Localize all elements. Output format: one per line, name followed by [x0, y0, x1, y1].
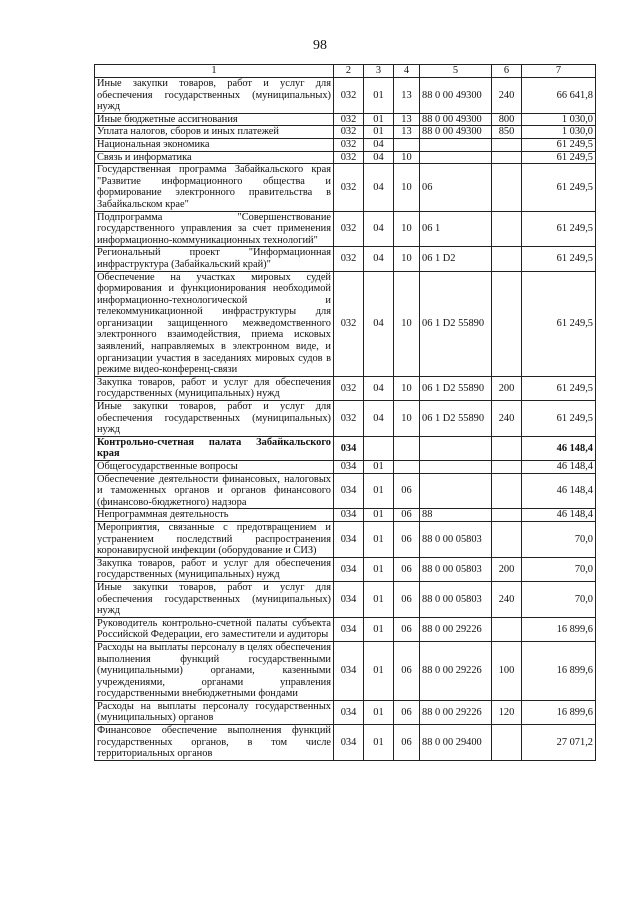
cell-expense-type	[492, 617, 522, 641]
row-name: Финансовое обеспечение выполнения функций государственных органов, в том числе территориальных органов	[95, 725, 334, 761]
cell-ministry-code: 032	[334, 138, 364, 151]
table-row	[95, 557, 596, 581]
cell-section: 01	[364, 509, 394, 522]
cell-amount: 46 148,4	[522, 473, 596, 509]
table-row	[95, 401, 596, 437]
cell-subsection: 10	[394, 401, 420, 437]
cell-section: 01	[364, 700, 394, 724]
cell-amount: 61 249,5	[522, 376, 596, 400]
cell-amount: 66 641,8	[522, 78, 596, 114]
row-name: Расходы на выплаты персоналу государственных (муниципальных) органов	[95, 700, 334, 724]
cell-section: 04	[364, 376, 394, 400]
table-row	[95, 473, 596, 509]
cell-section: 01	[364, 521, 394, 557]
cell-ministry-code: 032	[334, 247, 364, 271]
row-name: Национальная экономика	[95, 138, 334, 151]
cell-expense-type: 850	[492, 126, 522, 139]
cell-subsection: 06	[394, 700, 420, 724]
cell-amount: 61 249,5	[522, 138, 596, 151]
cell-section: 04	[364, 401, 394, 437]
column-header: 6	[492, 65, 522, 78]
cell-section: 04	[364, 164, 394, 211]
cell-section: 01	[364, 581, 394, 617]
cell-ministry-code: 032	[334, 271, 364, 376]
cell-target-article	[420, 151, 492, 164]
cell-amount: 16 899,6	[522, 617, 596, 641]
table-row	[95, 164, 596, 211]
table-row	[95, 436, 596, 460]
row-name: Расходы на выплаты персоналу в целях обеспечения выполнения функций государственными (муниципальными) органами, казенными учреждениями, органами управления государственными внебюджетными фондами	[95, 641, 334, 700]
cell-ministry-code: 034	[334, 473, 364, 509]
cell-ministry-code: 032	[334, 126, 364, 139]
column-header: 4	[394, 65, 420, 78]
table-row	[95, 113, 596, 126]
cell-expense-type: 200	[492, 376, 522, 400]
cell-section: 04	[364, 271, 394, 376]
table-row	[95, 521, 596, 557]
cell-ministry-code: 034	[334, 461, 364, 474]
cell-section: 01	[364, 78, 394, 114]
row-name: Иные закупки товаров, работ и услуг для обеспечения государственных (муниципальных) нужд	[95, 581, 334, 617]
row-name: Связь и информатика	[95, 151, 334, 164]
table-body	[95, 78, 596, 761]
table-row	[95, 211, 596, 247]
cell-expense-type: 240	[492, 401, 522, 437]
cell-section: 01	[364, 113, 394, 126]
row-name: Государственная программа Забайкальского края "Развитие информационного общества и формирование электронного правительства в Забайкальском крае"	[95, 164, 334, 211]
cell-expense-type: 800	[492, 113, 522, 126]
cell-target-article: 06	[420, 164, 492, 211]
cell-amount: 70,0	[522, 581, 596, 617]
cell-target-article: 88 0 00 49300	[420, 113, 492, 126]
cell-target-article: 88 0 00 29226	[420, 700, 492, 724]
cell-expense-type	[492, 461, 522, 474]
table-row	[95, 617, 596, 641]
cell-target-article: 06 1 D2	[420, 247, 492, 271]
cell-section: 04	[364, 138, 394, 151]
cell-ministry-code: 032	[334, 164, 364, 211]
cell-expense-type	[492, 247, 522, 271]
cell-target-article	[420, 138, 492, 151]
cell-expense-type	[492, 473, 522, 509]
table-row	[95, 581, 596, 617]
cell-subsection: 06	[394, 473, 420, 509]
cell-amount: 46 148,4	[522, 461, 596, 474]
cell-subsection	[394, 138, 420, 151]
row-name: Обеспечение на участках мировых судей формирования и функционирования необходимой информационно-технологической и телекоммуникационной инфраструктуры для организации защищенного межведомственного электронного взаимодействия, приема исковых заявлений, направляемых в электронном виде, и организации участия в заседаниях мировых судов в режиме видео-конференц-связи	[95, 271, 334, 376]
table-row	[95, 271, 596, 376]
cell-target-article: 88 0 00 05803	[420, 557, 492, 581]
row-name: Непрограммная деятельность	[95, 509, 334, 522]
row-name: Закупка товаров, работ и услуг для обеспечения государственных (муниципальных) нужд	[95, 557, 334, 581]
row-name: Контрольно-счетная палата Забайкальского края	[95, 436, 334, 460]
cell-subsection: 06	[394, 521, 420, 557]
cell-amount: 1 030,0	[522, 126, 596, 139]
cell-expense-type	[492, 138, 522, 151]
table-row	[95, 700, 596, 724]
cell-target-article: 88	[420, 509, 492, 522]
cell-ministry-code: 034	[334, 617, 364, 641]
cell-section: 04	[364, 247, 394, 271]
column-header: 1	[95, 65, 334, 78]
cell-amount: 1 030,0	[522, 113, 596, 126]
cell-amount: 61 249,5	[522, 151, 596, 164]
cell-subsection: 13	[394, 78, 420, 114]
table-row	[95, 725, 596, 761]
cell-section: 01	[364, 473, 394, 509]
cell-expense-type	[492, 271, 522, 376]
cell-subsection: 13	[394, 126, 420, 139]
cell-subsection: 10	[394, 247, 420, 271]
cell-ministry-code: 034	[334, 521, 364, 557]
cell-amount: 27 071,2	[522, 725, 596, 761]
row-name: Подпрограмма "Совершенствование государственного управления за счет применения информационно-коммуникационных технологий"	[95, 211, 334, 247]
cell-subsection	[394, 461, 420, 474]
cell-subsection: 10	[394, 151, 420, 164]
cell-expense-type	[492, 725, 522, 761]
row-name: Руководитель контрольно-счетной палаты субъекта Российской Федерации, его заместители и аудиторы	[95, 617, 334, 641]
cell-subsection: 10	[394, 376, 420, 400]
row-name: Иные закупки товаров, работ и услуг для обеспечения государственных (муниципальных) нужд	[95, 401, 334, 437]
cell-amount: 61 249,5	[522, 271, 596, 376]
cell-ministry-code: 032	[334, 211, 364, 247]
cell-amount: 46 148,4	[522, 509, 596, 522]
cell-ministry-code: 034	[334, 700, 364, 724]
table-row	[95, 641, 596, 700]
cell-target-article	[420, 461, 492, 474]
cell-expense-type: 200	[492, 557, 522, 581]
cell-target-article: 06 1	[420, 211, 492, 247]
cell-section: 04	[364, 151, 394, 164]
cell-subsection: 10	[394, 211, 420, 247]
cell-ministry-code: 032	[334, 376, 364, 400]
row-name: Региональный проект "Информационная инфраструктура (Забайкальский край)"	[95, 247, 334, 271]
cell-target-article	[420, 436, 492, 460]
cell-ministry-code: 034	[334, 557, 364, 581]
cell-ministry-code: 032	[334, 113, 364, 126]
cell-subsection	[394, 436, 420, 460]
column-header: 3	[364, 65, 394, 78]
cell-ministry-code: 034	[334, 436, 364, 460]
cell-ministry-code: 034	[334, 641, 364, 700]
cell-subsection: 10	[394, 164, 420, 211]
cell-ministry-code: 034	[334, 725, 364, 761]
cell-section: 01	[364, 725, 394, 761]
cell-subsection: 06	[394, 557, 420, 581]
cell-target-article: 88 0 00 29226	[420, 641, 492, 700]
cell-subsection: 10	[394, 271, 420, 376]
cell-expense-type: 120	[492, 700, 522, 724]
cell-ministry-code: 032	[334, 78, 364, 114]
page-number: 98	[313, 38, 327, 53]
table-row	[95, 461, 596, 474]
row-name: Обеспечение деятельности финансовых, налоговых и таможенных органов и органов финансового (финансово-бюджетного) надзора	[95, 473, 334, 509]
cell-target-article: 88 0 00 05803	[420, 581, 492, 617]
cell-target-article: 06 1 D2 55890	[420, 401, 492, 437]
budget-table	[94, 64, 596, 761]
cell-amount: 46 148,4	[522, 436, 596, 460]
row-name: Иные закупки товаров, работ и услуг для обеспечения государственных (муниципальных) нужд	[95, 78, 334, 114]
cell-ministry-code: 032	[334, 401, 364, 437]
cell-ministry-code: 032	[334, 151, 364, 164]
cell-subsection: 06	[394, 725, 420, 761]
cell-subsection: 06	[394, 617, 420, 641]
table-row	[95, 151, 596, 164]
cell-target-article: 88 0 00 49300	[420, 126, 492, 139]
column-header: 2	[334, 65, 364, 78]
cell-target-article: 06 1 D2 55890	[420, 376, 492, 400]
row-name: Мероприятия, связанные с предотвращением и устранением последствий распространения коронавирусной инфекции (оборудование и СИЗ)	[95, 521, 334, 557]
cell-expense-type	[492, 436, 522, 460]
cell-section: 01	[364, 617, 394, 641]
cell-section: 01	[364, 126, 394, 139]
cell-target-article: 88 0 00 29400	[420, 725, 492, 761]
row-name: Закупка товаров, работ и услуг для обеспечения государственных (муниципальных) нужд	[95, 376, 334, 400]
cell-section: 01	[364, 641, 394, 700]
cell-expense-type: 100	[492, 641, 522, 700]
cell-section: 04	[364, 211, 394, 247]
cell-expense-type	[492, 521, 522, 557]
cell-target-article	[420, 473, 492, 509]
cell-expense-type	[492, 211, 522, 247]
row-name: Иные бюджетные ассигнования	[95, 113, 334, 126]
table-row	[95, 376, 596, 400]
row-name: Уплата налогов, сборов и иных платежей	[95, 126, 334, 139]
cell-amount: 61 249,5	[522, 211, 596, 247]
cell-ministry-code: 034	[334, 509, 364, 522]
cell-target-article: 06 1 D2 55890	[420, 271, 492, 376]
cell-target-article: 88 0 00 05803	[420, 521, 492, 557]
table-row	[95, 247, 596, 271]
table-row	[95, 78, 596, 114]
cell-expense-type	[492, 151, 522, 164]
cell-subsection: 06	[394, 641, 420, 700]
header-row	[95, 65, 596, 78]
cell-expense-type	[492, 509, 522, 522]
table-row	[95, 138, 596, 151]
table-row	[95, 509, 596, 522]
cell-subsection: 06	[394, 509, 420, 522]
table-row	[95, 126, 596, 139]
cell-amount: 61 249,5	[522, 247, 596, 271]
cell-expense-type: 240	[492, 78, 522, 114]
cell-amount: 16 899,6	[522, 700, 596, 724]
cell-expense-type: 240	[492, 581, 522, 617]
row-name: Общегосударственные вопросы	[95, 461, 334, 474]
cell-target-article: 88 0 00 29226	[420, 617, 492, 641]
cell-target-article: 88 0 00 49300	[420, 78, 492, 114]
cell-section: 01	[364, 461, 394, 474]
cell-amount: 70,0	[522, 521, 596, 557]
column-header: 5	[420, 65, 492, 78]
cell-amount: 16 899,6	[522, 641, 596, 700]
cell-ministry-code: 034	[334, 581, 364, 617]
cell-section	[364, 436, 394, 460]
cell-amount: 61 249,5	[522, 164, 596, 211]
column-header: 7	[522, 65, 596, 78]
cell-subsection: 13	[394, 113, 420, 126]
cell-section: 01	[364, 557, 394, 581]
cell-amount: 61 249,5	[522, 401, 596, 437]
cell-expense-type	[492, 164, 522, 211]
cell-subsection: 06	[394, 581, 420, 617]
cell-amount: 70,0	[522, 557, 596, 581]
